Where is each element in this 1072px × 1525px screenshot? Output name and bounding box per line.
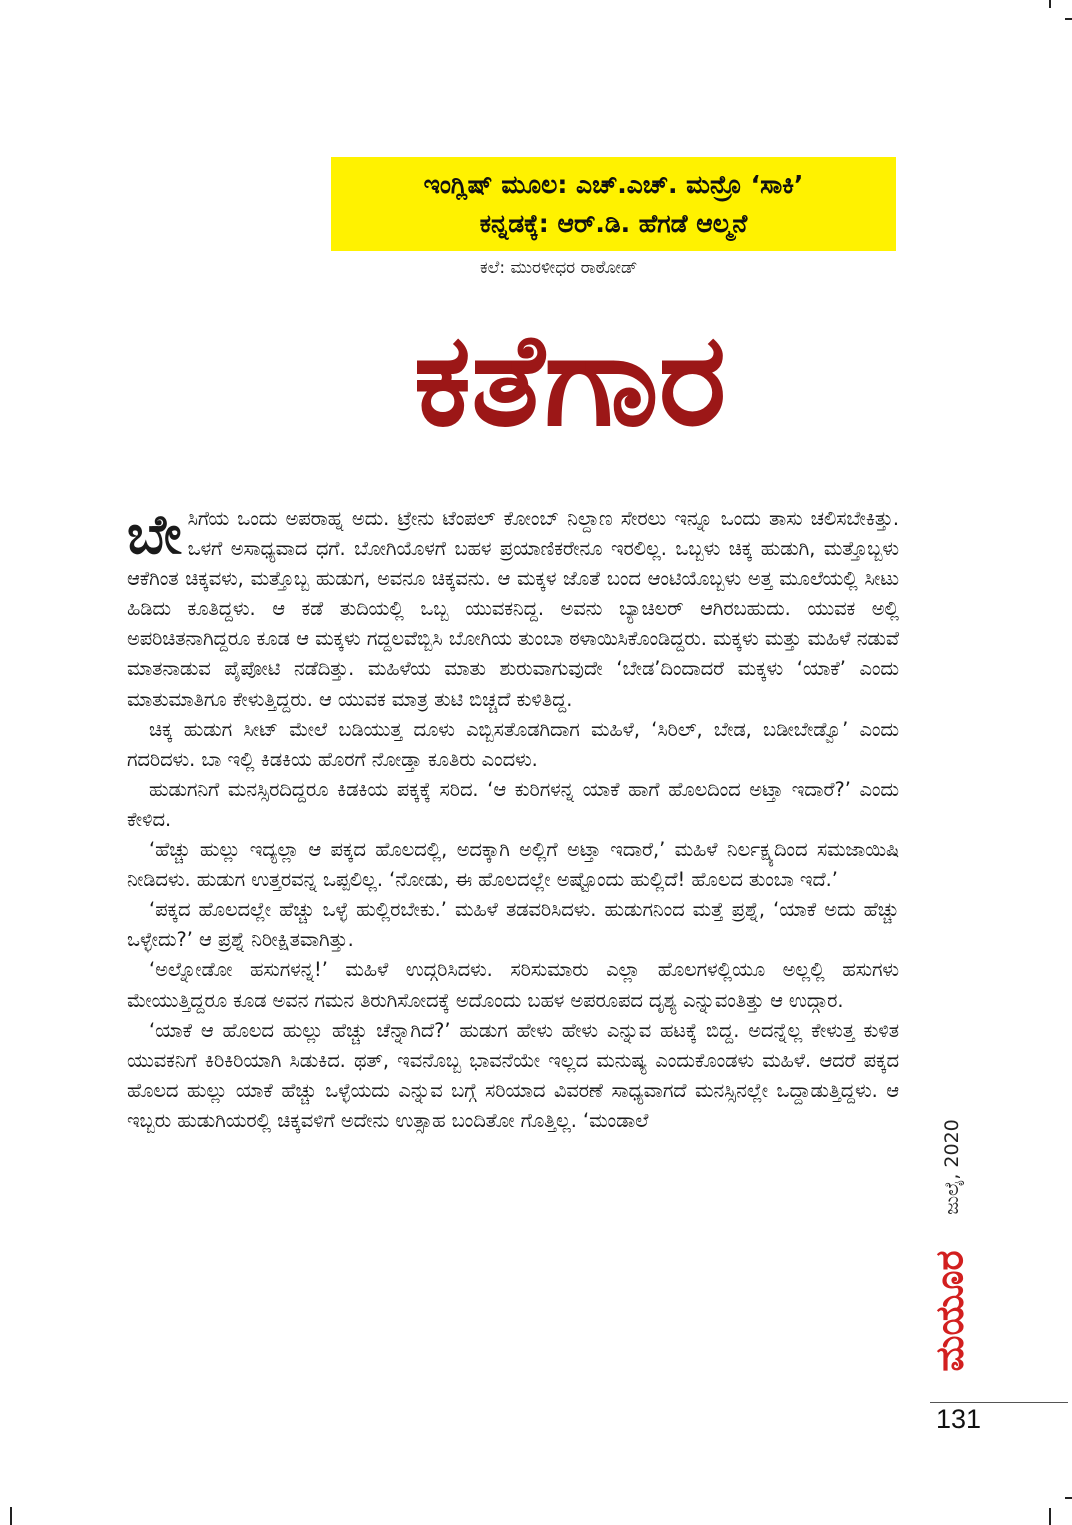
story-paragraph: ಹುಡುಗನಿಗೆ ಮನಸ್ಸಿರದಿದ್ದರೂ ಕಿಡಕಿಯ ಪಕ್ಕಕ್ಕೆ ಸರಿದ. ‘ಆ ಕುರಿಗಳನ್ನ ಯಾಕೆ ಹಾಗೆ ಹೊಲದಿಂದ ಅಟ್ತಾ ಇದಾರೆ?’ ಎಂದು ಕೇಳಿದ. <box>127 777 899 831</box>
story-paragraph: ‘ಯಾಕೆ ಆ ಹೊಲದ ಹುಲ್ಲು ಹೆಚ್ಚು ಚೆನ್ನಾಗಿದೆ?’ ಹುಡುಗ ಹೇಳು ಹೇಳು ಎನ್ನುವ ಹಟಕ್ಕೆ ಬಿದ್ದ. ಅದನ್ನೆಲ್ಲ ಕೇಳುತ್ತ ಕುಳಿತ ಯುವಕನಿಗೆ ಕಿರಿಕಿರಿಯಾಗಿ ಸಿಡುಕಿದ. ಥತ್, ಇವನೊಬ್ಬ ಭಾವನೆಯೇ ಇಲ್ಲದ ಮನುಷ್ಯ ಎಂದುಕೊಂಡಳು ಮಹಿಳೆ. ಆದರೆ ಪಕ್ಕದ ಹೊಲದ ಹುಲ್ಲು ಯಾಕೆ ಹೆಚ್ಚು ಒಳ್ಳೆಯದು ಎನ್ನುವ ಬಗ್ಗೆ ಸರಿಯಾದ ವಿವರಣೆ ಸಾಧ್ಯವಾಗದೆ ಮನಸ್ಸಿನಲ್ಲೇ ಒದ್ದಾಡುತ್ತಿದ್ದಳು. ಆ ಇಬ್ಬರು ಹುಡುಗಿಯರಲ್ಲಿ ಚಿಕ್ಕವಳಿಗೆ ಅದೇನು ಉತ್ಸಾಹ ಬಂದಿತೋ ಗೊತ್ತಿಲ್ಲ. ‘ಮಂಡಾಲೆ <box>127 1018 899 1132</box>
page-number: 131 <box>936 1404 982 1434</box>
story-paragraph: ‘ಪಕ್ಕದ ಹೊಲದಲ್ಲೇ ಹೆಚ್ಚು ಒಳ್ಳೆ ಹುಲ್ಲಿರಬೇಕು.’ ಮಹಿಳೆ ತಡವರಿಸಿದಳು. ಹುಡುಗನಿಂದ ಮತ್ತೆ ಪ್ರಶ್ನೆ, ‘ಯಾಕೆ ಅದು ಹೆಚ್ಚು ಒಳ್ಳೇದು?’ ಆ ಪ್ರಶ್ನೆ ನಿರೀಕ್ಷಿತವಾಗಿತ್ತು. <box>127 898 899 952</box>
page-number-rule <box>930 1402 1068 1403</box>
crop-mark <box>1049 0 1051 8</box>
story-paragraph: ‘ಹೆಚ್ಚು ಹುಲ್ಲು ಇದ್ಯಲ್ಲಾ ಆ ಪಕ್ಕದ ಹೊಲದಲ್ಲಿ, ಅದಕ್ಕಾಗಿ ಅಲ್ಲಿಗೆ ಅಟ್ತಾ ಇದಾರೆ,’ ಮಹಿಳೆ ನಿರ್ಲಕ್ಷ್ಯದಿಂದ ಸಮಜಾಯಿಷಿ ನೀಡಿದಳು. ಹುಡುಗ ಉತ್ತರವನ್ನ ಒಪ್ಪಲಿಲ್ಲ. ‘ನೋಡು, ಈ ಹೊಲದಲ್ಲೇ ಅಷ್ಟೊಂದು ಹುಲ್ಲಿದೆ! ಹೊಲದ ತುಂಬಾ ಇದೆ.’ <box>127 838 899 892</box>
story-paragraph <box>127 504 899 715</box>
paragraph-text: ಸಿಗೆಯ ಒಂದು ಅಪರಾಹ್ನ ಅದು. ಟ್ರೇನು ಟೆಂಪಲ್ ಕೋಂಬ್ ನಿಲ್ದಾಣ ಸೇರಲು ಇನ್ನೂ ಒಂದು ತಾಸು ಚಲಿಸಬೇಕಿತ್ತು. ಒಳಗೆ ಅಸಾಧ್ಯವಾದ ಧಗೆ. ಬೋಗಿಯೊಳಗೆ ಬಹಳ ಪ್ರಯಾಣಿಕರೇನೂ ಇರಲಿಲ್ಲ. ಒಬ್ಬಳು ಚಿಕ್ಕ ಹುಡುಗಿ, ಮತ್ತೊಬ್ಬಳು ಆಕೆಗಿಂತ ಚಿಕ್ಕವಳು, ಮತ್ತೊಬ್ಬ ಹುಡುಗ, ಅವನೂ ಚಿಕ್ಕವನು. ಆ ಮಕ್ಕಳ ಜೊತೆ ಬಂದ ಆಂಟಿಯೊಬ್ಬಳು ಅತ್ತ ಮೂಲೆಯಲ್ಲಿ ಸೀಟು ಹಿಡಿದು ಕೂತಿದ್ದಳು. ಆ ಕಡೆ ತುದಿಯಲ್ಲಿ ಒಬ್ಬ ಯುವಕನಿದ್ದ. ಅವನು ಬ್ಯಾಚಿಲರ್ ಆಗಿರಬಹುದು. ಯುವಕ ಅಲ್ಲಿ ಅಪರಿಚಿತನಾಗಿದ್ದರೂ ಕೂಡ ಆ ಮಕ್ಕಳು ಗದ್ದಲವೆಬ್ಬಿಸಿ ಬೋಗಿಯ ತುಂಬಾ ಠಳಾಯಿಸಿಕೊಂಡಿದ್ದರು. ಮಕ್ಕಳು ಮತ್ತು ಮಹಿಳೆ ನಡುವೆ ಮಾತನಾಡುವ ಪೈಪೋಟಿ ನಡೆದಿತ್ತು. ಮಹಿಳೆಯ ಮಾತು ಶುರುವಾಗುವುದೇ ‘ಬೇಡ’ದಿಂದಾದರೆ ಮಕ್ಕಳು ‘ಯಾಕೆ’ ಎಂದು ಮಾತುಮಾತಿಗೂ ಕೇಳುತ್ತಿದ್ದರು. ಆ ಯುವಕ ಮಾತ್ರ ತುಟಿ ಬಿಚ್ಚದೆ ಕುಳಿತಿದ್ದ. <box>127 507 899 711</box>
story-paragraph: ‘ಅಲ್ನೋಡೋ ಹಸುಗಳನ್ನ!’ ಮಹಿಳೆ ಉದ್ಗರಿಸಿದಳು. ಸರಿಸುಮಾರು ಎಲ್ಲಾ ಹೊಲಗಳಲ್ಲಿಯೂ ಅಲ್ಲಲ್ಲಿ ಹಸುಗಳು ಮೇಯುತ್ತಿದ್ದರೂ ಕೂಡ ಅವನ ಗಮನ ತಿರುಗಿಸೋದಕ್ಕೆ ಅದೊಂದು ಬಹಳ ಅಪರೂಪದ ದೃಶ್ಯ ಎನ್ನುವಂತಿತ್ತು ಆ ಉದ್ಗಾರ. <box>127 958 899 1012</box>
issue-date-text: ಜುಲೈ, 2020 <box>941 1119 963 1215</box>
crop-mark <box>10 1507 12 1525</box>
original-author-line: ಇಂಗ್ಲಿಷ್ ಮೂಲ: ಎಚ್.ಎಚ್. ಮನ್ರೊ ‘ಸಾಕಿ’ <box>423 170 804 199</box>
translation-credit-box <box>331 157 896 251</box>
crop-mark <box>1065 1497 1072 1499</box>
art-credit: ಕಲೆ: ಮುರಳೀಧರ ರಾಠೋಡ್ <box>480 258 638 278</box>
crop-mark <box>1065 18 1072 20</box>
story-title: ಕತೆಗಾರ <box>413 306 727 455</box>
drop-cap: ಬೇ <box>127 503 182 566</box>
magazine-name-text: ಮಯೂರ <box>927 1250 972 1372</box>
story-paragraph: ಚಿಕ್ಕ ಹುಡುಗ ಸೀಟ್ ಮೇಲೆ ಬಡಿಯುತ್ತ ದೂಳು ಎಬ್ಬಿಸತೊಡಗಿದಾಗ ಮಹಿಳೆ, ‘ಸಿರಿಲ್, ಬೇಡ, ಬಡೀಬೇಡ್ವೊ’ ಎಂದು ಗದರಿದಳು. ಬಾ ಇಲ್ಲಿ ಕಿಡಕಿಯ ಹೊರಗೆ ನೋಡ್ತಾ ಕೂತಿರು ಎಂದಳು. <box>127 717 899 771</box>
issue-date <box>932 1112 972 1222</box>
crop-mark <box>1049 1508 1051 1525</box>
magazine-name <box>928 1240 972 1382</box>
story-body <box>127 504 899 1136</box>
translator-line: ಕನ್ನಡಕ್ಕೆ: ಆರ್.ಡಿ. ಹೆಗಡೆ ಆಲ್ಮನೆ <box>479 209 748 238</box>
